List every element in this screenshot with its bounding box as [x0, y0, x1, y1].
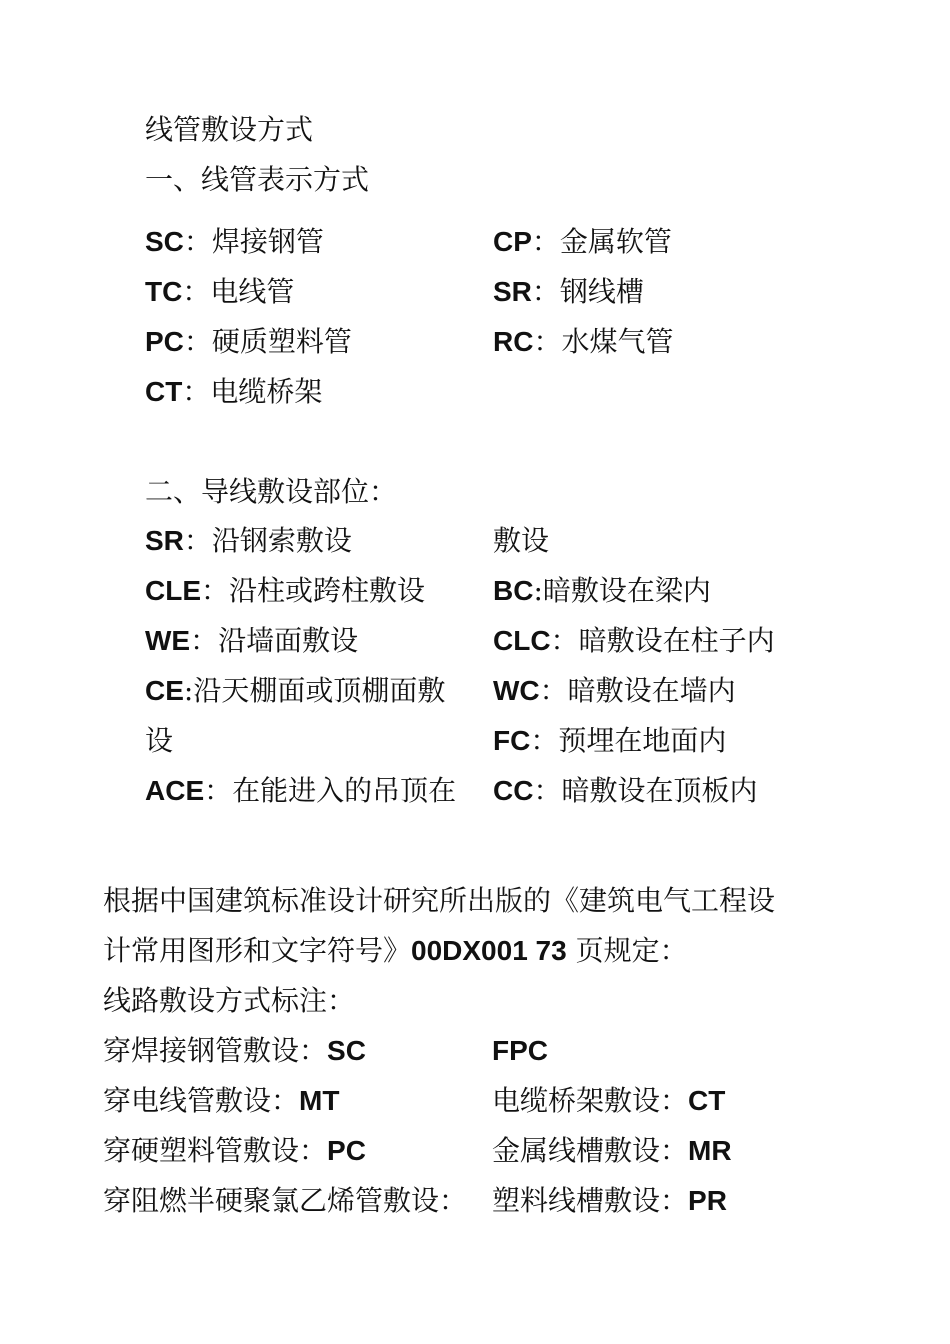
laying-method-label: 线路敷设方式标注： [103, 984, 356, 1017]
wiring-location-item: CLE：沿柱或跨柱敷设 [145, 574, 426, 607]
conduit-item: SC：焊接钢管 [145, 225, 324, 258]
laying-method-item: 穿阻燃半硬聚氯乙烯管敷设： [103, 1184, 468, 1217]
wiring-location-item: ACE：在能进入的吊顶在 [145, 774, 457, 807]
wiring-location-item: 敷设 [493, 524, 550, 557]
wiring-location-item: FC：预埋在地面内 [493, 724, 727, 757]
section2-heading: 二、导线敷设部位： [145, 475, 398, 508]
laying-method-item: 电缆桥架敷设：CT [492, 1084, 726, 1117]
section1-heading: 一、线管表示方式 [145, 163, 370, 196]
wiring-location-item: WE：沿墙面敷设 [145, 624, 359, 657]
wiring-location-item: 设 [145, 724, 174, 757]
conduit-item: SR：钢线槽 [493, 275, 644, 308]
conduit-item: CT：电缆桥架 [145, 375, 323, 408]
laying-method-item: 塑料线槽敷设：PR [492, 1184, 727, 1217]
laying-method-item: 穿电线管敷设：MT [103, 1084, 340, 1117]
wiring-location-item: CLC：暗敷设在柱子内 [493, 624, 775, 657]
conduit-item: CP：金属软管 [493, 225, 672, 258]
document-title: 线管敷设方式 [145, 113, 314, 146]
wiring-location-item: BC:暗敷设在梁内 [493, 574, 711, 607]
conduit-item: TC：电线管 [145, 275, 295, 308]
standard-reference-line1: 根据中国建筑标准设计研究所出版的《建筑电气工程设 [103, 884, 776, 917]
laying-method-item: FPC [492, 1035, 548, 1066]
wiring-location-item: SR：沿钢索敷设 [145, 524, 352, 557]
standard-reference-line2: 计常用图形和文字符号》00DX001 73 页规定： [103, 934, 688, 967]
laying-method-item: 穿硬塑料管敷设：PC [103, 1134, 366, 1167]
wiring-location-item: CC：暗敷设在顶板内 [493, 774, 758, 807]
laying-method-item: 穿焊接钢管敷设：SC [103, 1034, 366, 1067]
wiring-location-item: CE:沿天棚面或顶棚面敷 [145, 674, 446, 707]
conduit-item: RC：水煤气管 [493, 325, 674, 358]
conduit-item: PC：硬质塑料管 [145, 325, 352, 358]
wiring-location-item: WC：暗敷设在墙内 [493, 674, 736, 707]
laying-method-item: 金属线槽敷设：MR [492, 1134, 732, 1167]
